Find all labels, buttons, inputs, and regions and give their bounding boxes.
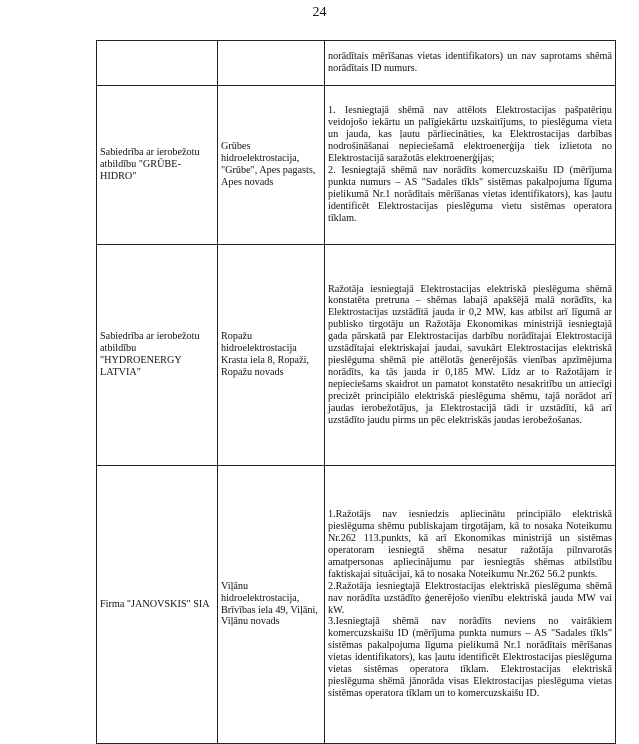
company-cell: Firma "JANOVSKIS" SIA [97, 466, 218, 744]
description-cell [325, 86, 616, 245]
table-row [97, 41, 616, 86]
description-cell [325, 41, 616, 86]
station-cell: Grūbes hidroelektrostacija, "Grūbe", Apes pagasts, Apes novads [218, 86, 325, 245]
page-number: 24 [312, 5, 327, 20]
description-text: Ražotāja iesniegtajā Elektrostacijas elektriskā pieslēguma shēmā konstatēta pretruna – shēmas labajā apakšējā malā norādīts, ka Elektrostacijas uzstādītā jauda ir 0,2 MW, kas atbilst arī līgumā ar publisko tirgotāju un Ražotāja Ekonomikas ministrijā iesniegtajā gada pārskatā par Elektrostacijas darbību norādītajai Elektrostacijā uzstādītajai elektriskajai jaudai, savukārt Elektrostacijas elektriskā pieslēguma shēmā pie attēlotās ģenerējošās vienības apzīmējuma norādīts, ka tās jauda ir 0,185 MW. Līdz ar to Ražotājam ir nepieciešams skaidrot un pamatot konstatēto nesakritību un attiecīgi precizēt principiālo elektriskā pieslēguma shēmu, tajā norādot arī jaudas ierobežotājus, ja Elektrostacijā tādi ir uzstādīti, kā arī uzstādīto jaudu pirms un pēc elektriskās jaudas ierobežošanas. [328, 283, 612, 426]
company-cell [97, 41, 218, 86]
document-table [96, 40, 616, 744]
station-cell: Viļānu hidroelektrostacija, Brīvības iela 49, Viļāni, Viļānu novads [218, 466, 325, 744]
description-text: norādītais mērīšanas vietas identifikators) un nav saprotams shēmā norādītais ID numurs. [328, 51, 612, 74]
table-row [97, 86, 616, 245]
company-cell: Sabiedrība ar ierobežotu atbildību "GRŪBE-HIDRO" [97, 86, 218, 245]
description-cell [325, 245, 616, 466]
station-cell: Ropažu hidroelektrostacija Krasta iela 8, Ropaži, Ropažu novads [218, 245, 325, 466]
description-text: 1. Iesniegtajā shēmā nav attēlots Elektrostacijas pašpatēriņu veidojošo iekārtu un palīgiekārtu uzskaitījums, to pieslēguma vieta un jauda, kas ļautu pārliecināties, ka Elektrostacijas darbības nodrošināšanai nepieciešamā elektroenerģija tiek izlietota no Elektrostacijā saražotās elektroenerģijas; 2. Iesniegtajā shēmā nav norādīts komercuzskaišu ID (mērījuma punkta numurs – AS "Sadales tīkls" sistēmas pakalpojuma līguma pielikumā Nr.1 norādītais mērīšanas vietas identifikators), kas ļautu identificēt Elektrostacijas pieslēguma vietu sistēmas operatora tīklam. [328, 105, 612, 224]
description-cell [325, 466, 616, 744]
station-cell [218, 41, 325, 86]
description-text: 1.Ražotājs nav iesniedzis apliecinātu principiālo elektriskā pieslēguma shēmu publiskajam tirgotājam, kā to nosaka Noteikumu Nr.262 113.punkts, kā arī Ekonomikas ministrijā un sistēmas operatoram iesniegtā shēma nesatur ražotāja pilnvarotās amatpersonas apliecinājumu par iesniegtās shēmas atbilstību faktiskajai situācijai, kā to nosaka Noteikumu Nr.262 56.2 punkts. 2.Ražotāja iesniegtajā Elektrostacijas elektriskā pieslēguma shēmā nav norādīta uzstādīto ģenerējošo vienību elektriskā jauda MW vai kW. 3.Iesniegtajā shēmā nav norādīts neviens no vairākiem komercuzskaišu ID (mērījuma punkta numurs – AS "Sadales tīkls" sistēmas pakalpojuma līguma pielikumā Nr.1 norādītais mērīšanas vietas identifikators), kas ļautu identificēt Elektrostacijas pieslēguma vietas sistēmas operatora tīklam. Elektrostacijas elektriskā pieslēguma shēmā jānorāda visas Elektrostacijas pieslēguma vietas sistēmas operatora tīklam un to komercuzskaišu ID. [328, 509, 612, 699]
table-row [97, 245, 616, 466]
company-cell: Sabiedrība ar ierobežotu atbildību "HYDROENERGY LATVIA" [97, 245, 218, 466]
table-row [97, 466, 616, 744]
